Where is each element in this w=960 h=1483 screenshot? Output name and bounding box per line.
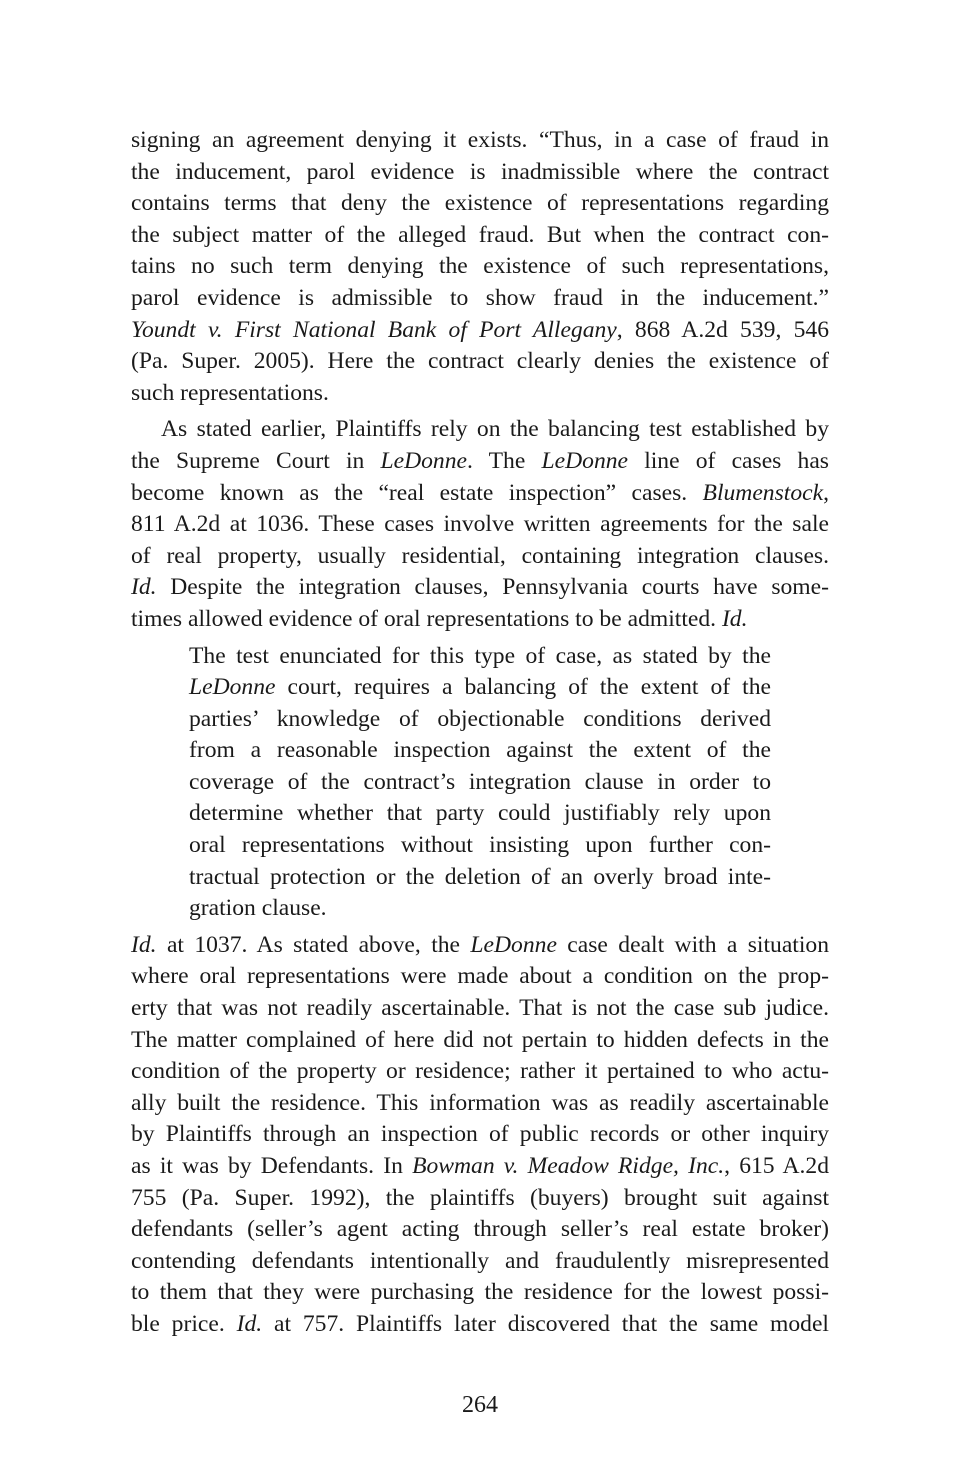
text-line: LeDonne court, requires a balancing of the extent of the xyxy=(189,674,771,701)
text-line: the subject matter of the alleged fraud. But when the contract con- xyxy=(131,221,829,248)
text-line: become known as the “real estate inspection” cases. Blumenstock, xyxy=(131,479,829,506)
text-line: oral representations without insisting upon further con- xyxy=(189,832,771,859)
text-line: by Plaintiffs through an inspection of public records or other inquiry xyxy=(131,1121,829,1148)
block-quote xyxy=(189,641,771,925)
page-number: 264 xyxy=(462,1392,498,1418)
text-line: parol evidence is admissible to show fraud in the inducement.” xyxy=(131,284,829,311)
italic-citation: Id. xyxy=(721,605,748,632)
text-line: as it was by Defendants. In Bowman v. Meadow Ridge, Inc., 615 A.2d xyxy=(131,1153,829,1179)
text-line: 811 A.2d at 1036. These cases involve written agreements for the sale xyxy=(131,511,829,538)
italic-citation: Id. xyxy=(131,931,157,958)
text-line: (Pa. Super. 2005). Here the contract clearly denies the existence of xyxy=(131,348,829,375)
italic-citation: Youndt v. First National Bank of Port Allegany xyxy=(131,316,617,343)
text-line: contending defendants intentionally and fraudulently misrepresented xyxy=(131,1247,829,1274)
italic-citation: Id. xyxy=(236,1310,263,1337)
page-body xyxy=(131,125,829,1341)
text-line: where oral representations were made about a condition on the prop- xyxy=(131,963,829,990)
italic-citation: LeDonne xyxy=(541,447,629,474)
text-line: to them that they were purchasing the residence for the lowest possi- xyxy=(131,1279,829,1306)
italic-citation: Blumenstock xyxy=(702,479,824,506)
text-line: of real property, usually residential, containing integration clauses. xyxy=(131,542,829,569)
paragraph-3 xyxy=(131,930,829,1341)
italic-citation: LeDonne xyxy=(189,674,276,701)
text-line: the inducement, parol evidence is inadmissible where the contract xyxy=(131,158,829,185)
text-line: erty that was not readily ascertainable. That is not the case sub judice. xyxy=(131,995,829,1022)
text-line: tains no such term denying the existence of such representations, xyxy=(131,253,829,280)
text-line: The test enunciated for this type of case, as stated by the xyxy=(189,642,771,669)
text-line: signing an agreement denying it exists. “Thus, in a case of fraud in xyxy=(131,127,829,153)
text-line: The matter complained of here did not pertain to hidden defects in the xyxy=(131,1026,829,1053)
text-line: Id. Despite the integration clauses, Pennsylvania courts have some- xyxy=(131,574,829,601)
text-line: condition of the property or residence; rather it pertained to who actu- xyxy=(131,1058,829,1085)
paragraph-1 xyxy=(131,125,829,409)
text-line: As stated earlier, Plaintiffs rely on the balancing test established by xyxy=(161,416,829,443)
text-line: 755 (Pa. Super. 1992), the plaintiffs (buyers) brought suit against xyxy=(131,1184,829,1211)
text-line: times allowed evidence of oral representations to be admitted. Id. xyxy=(131,605,748,632)
text-line: the Supreme Court in LeDonne. The LeDonne line of cases has xyxy=(131,447,829,474)
italic-citation: LeDonne xyxy=(470,931,557,958)
text-line: from a reasonable inspection against the extent of the xyxy=(189,737,771,764)
text-line: contains terms that deny the existence of representations regarding xyxy=(131,190,829,217)
italic-citation: Bowman v. Meadow Ridge, Inc. xyxy=(412,1153,725,1179)
italic-citation: Id. xyxy=(131,574,157,601)
text-line: parties’ knowledge of objectionable conditions derived xyxy=(189,705,771,732)
text-line: Id. at 1037. As stated above, the LeDonne case dealt with a situation xyxy=(131,931,830,958)
text-line: Youndt v. First National Bank of Port Allegany, 868 A.2d 539, 546 xyxy=(131,316,829,343)
text-line: ally built the residence. This information was as readily ascertainable xyxy=(131,1089,829,1116)
text-line: ble price. Id. at 757. Plaintiffs later discovered that the same model xyxy=(131,1310,829,1337)
paragraph-2 xyxy=(131,414,829,635)
text-line: such representations. xyxy=(131,379,329,406)
italic-citation: LeDonne xyxy=(380,447,467,474)
text-line: tractual protection or the deletion of an overly broad inte- xyxy=(189,863,771,890)
text-line: coverage of the contract’s integration clause in order to xyxy=(189,768,771,795)
text-line: gration clause. xyxy=(189,895,327,922)
text-line: defendants (seller’s agent acting through seller’s real estate broker) xyxy=(131,1216,829,1243)
text-line: determine whether that party could justifiably rely upon xyxy=(189,800,771,827)
